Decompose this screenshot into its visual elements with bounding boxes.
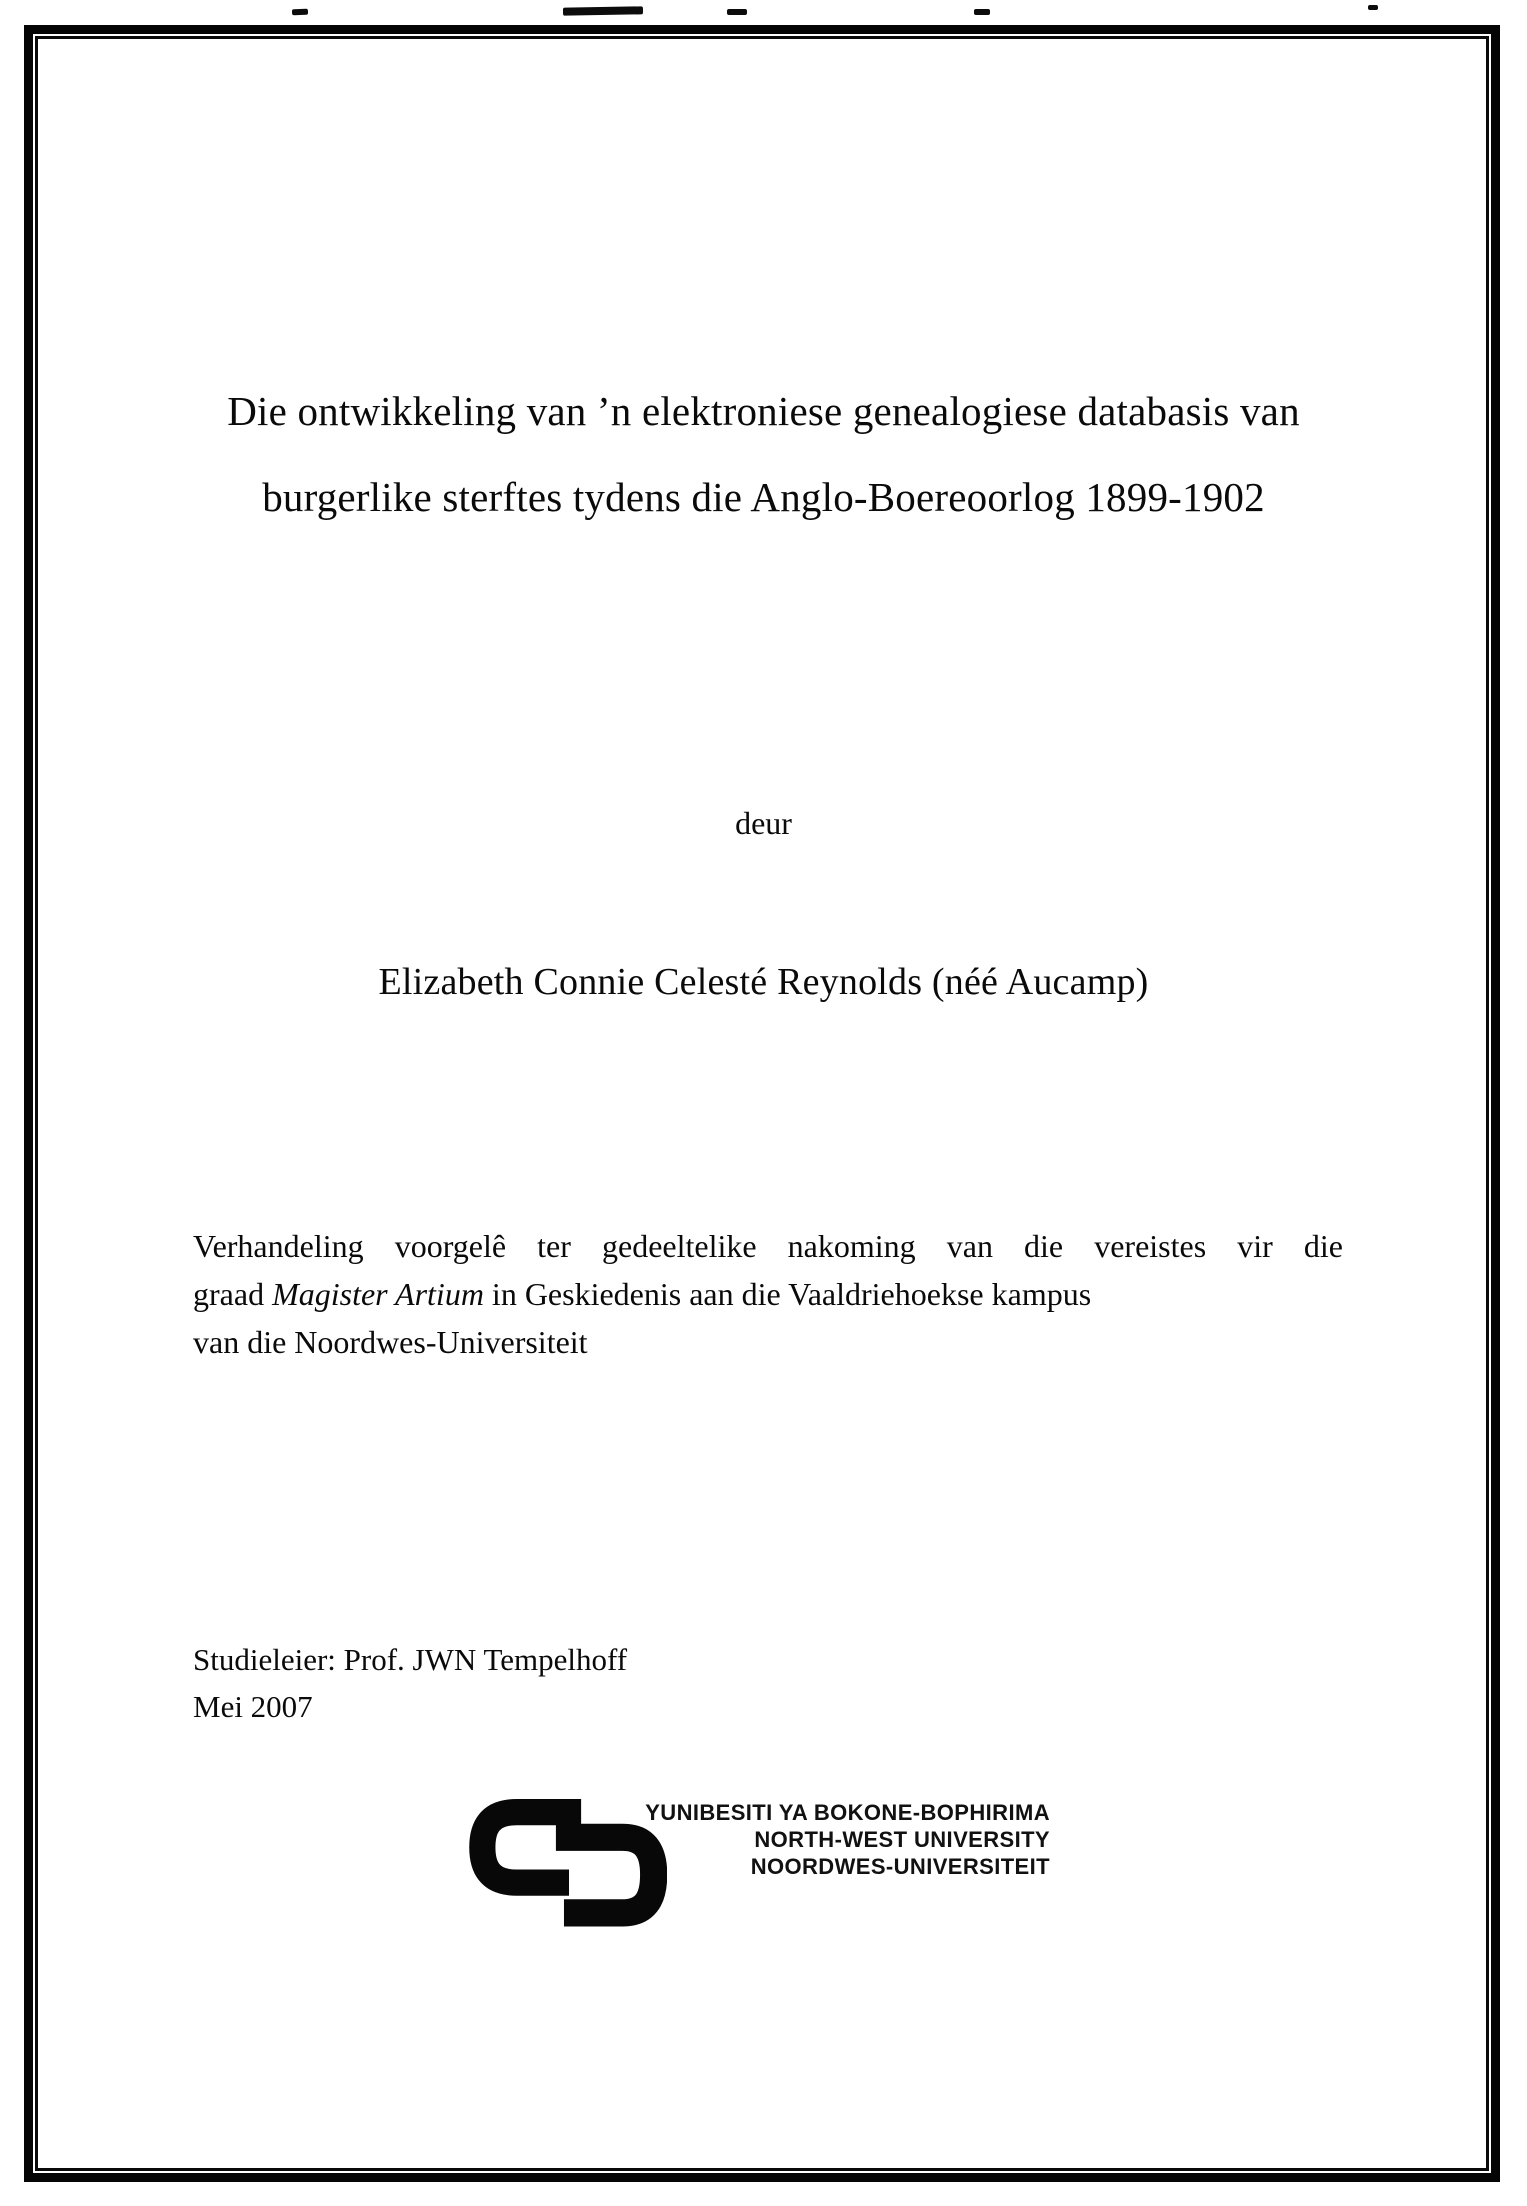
thesis-title-line1: Die ontwikkeling van ’n elektroniese genealogiese databasis van (227, 388, 1300, 434)
byline-word: deur (735, 805, 792, 841)
author-name: Elizabeth Connie Celesté Reynolds (néé Aucamp) (378, 961, 1149, 1003)
logo-text-afrikaans: NOORDWES-UNIVERSITEIT (750, 1854, 1050, 1879)
date-line: Mei 2007 (193, 1689, 313, 1724)
supervisor-line: Studieleier: Prof. JWN Tempelhoff (193, 1642, 628, 1677)
submission-statement (193, 1222, 1343, 1366)
scan-artifact (727, 9, 747, 15)
scan-artifact (563, 6, 643, 15)
scan-artifact (1368, 5, 1378, 10)
scan-artifact (974, 9, 990, 15)
scan-artifact (292, 9, 308, 16)
statement-line2-pre: graad (193, 1276, 273, 1312)
statement-line2-post: in Geskiedenis aan die Vaaldriehoekse kampus (483, 1276, 1092, 1312)
supervisor-block (193, 1636, 627, 1730)
statement-line3: van die Noordwes-Universiteit (193, 1324, 588, 1360)
university-logo (468, 1795, 1058, 1935)
statement-line1: Verhandeling voorgelê ter gedeeltelike nakoming van die vereistes vir die (193, 1228, 1343, 1264)
degree-name-italic: Magister Artium (272, 1276, 484, 1312)
logo-text-english: NORTH-WEST UNIVERSITY (754, 1827, 1050, 1852)
statement-line2 (193, 1270, 1343, 1318)
logo-text-setswana: YUNIBESITI YA BOKONE-BOPHIRIMA (645, 1800, 1050, 1825)
thesis-title (40, 368, 1487, 540)
thesis-title-line2: burgerlike sterftes tydens die Anglo-Boereoorlog 1899-1902 (262, 474, 1265, 520)
university-logo-text (587, 1799, 1050, 1880)
